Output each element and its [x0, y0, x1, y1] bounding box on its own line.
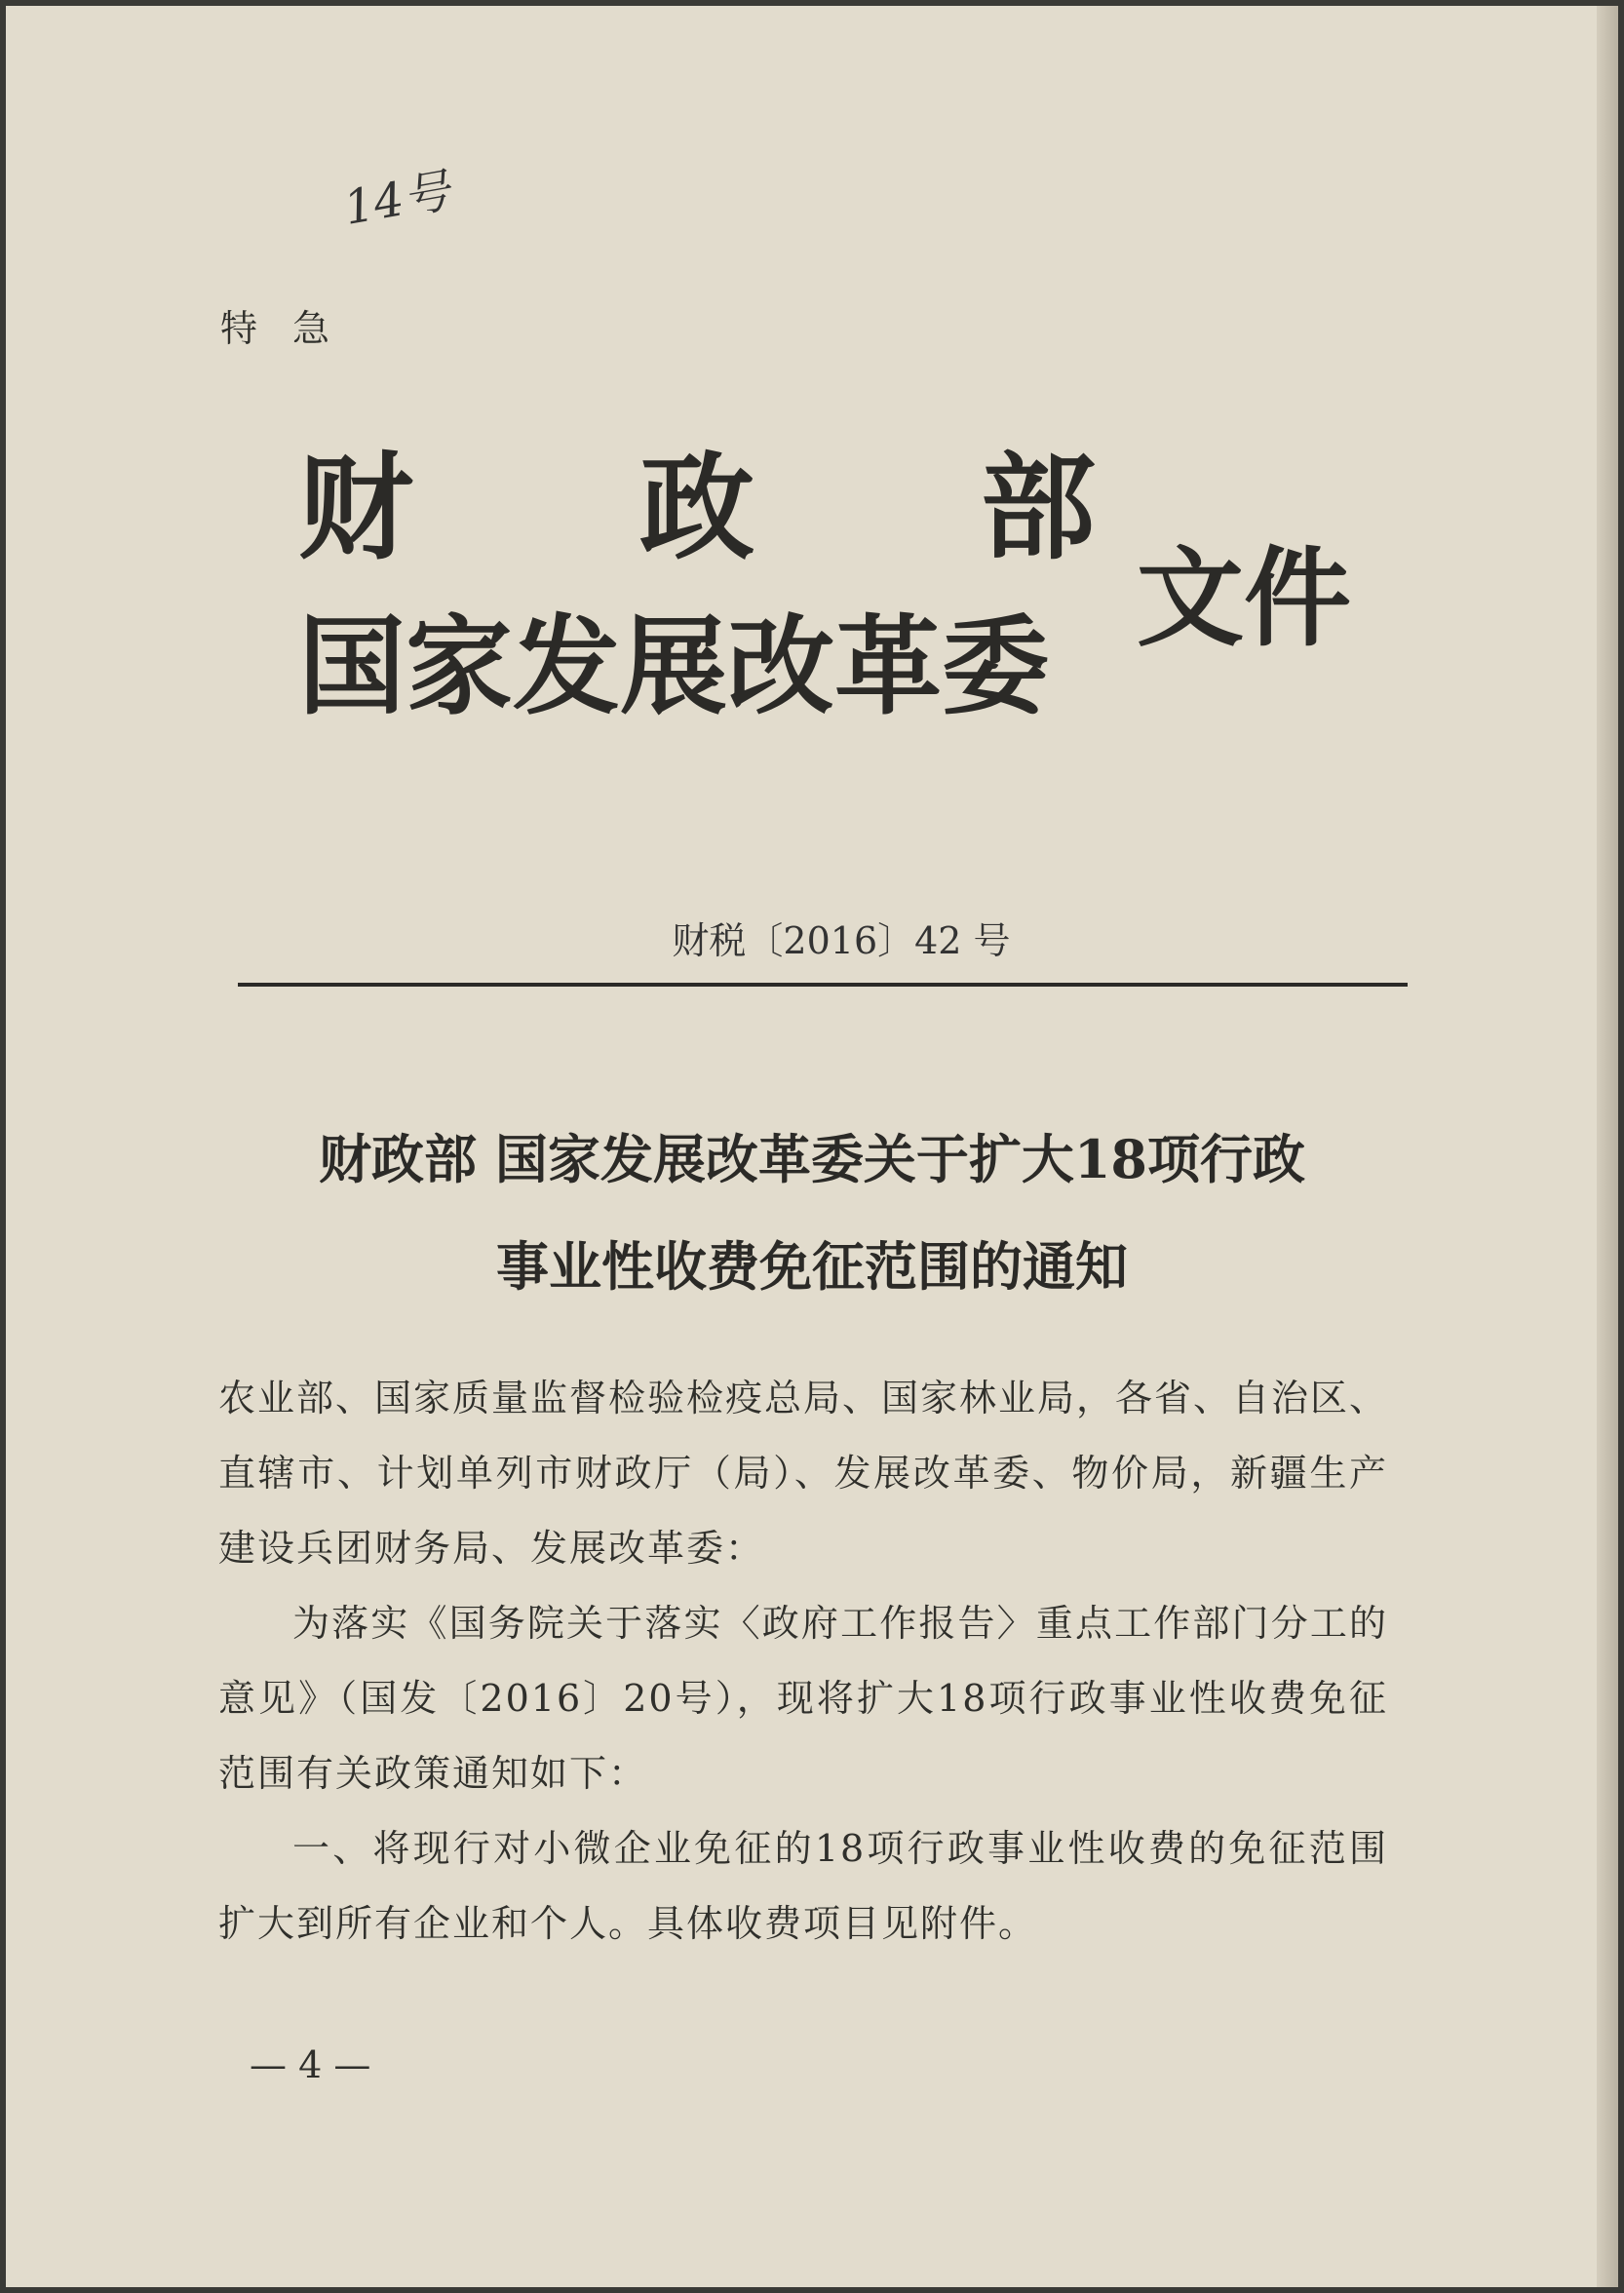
document-title [6, 1106, 1618, 1320]
urgency-label: 特急 [220, 307, 366, 350]
page-number: — 4 — [250, 2043, 371, 2086]
page-edge-shadow [1597, 6, 1618, 2287]
document-suffix: 文件 [1137, 535, 1351, 661]
body-paragraph-2: 一、将现行对小微企业免征的18项行政事业性收费的免征范围扩大到所有企业和个人。具体收费项目见附件。 [218, 1827, 1388, 1945]
document-body [218, 1361, 1388, 1962]
header-divider [238, 983, 1408, 987]
issuer-ministry-of-finance: 财政部 [298, 440, 1323, 575]
document-number: 财税〔2016〕42 号 [672, 919, 1011, 962]
body-paragraph-1: 为落实《国务院关于落实〈政府工作报告〉重点工作部门分工的意见》（国发〔2016〕20号），现将扩大18项行政事业性收费免征范围有关政策通知如下： [218, 1602, 1388, 1795]
handwritten-note: 14号 [339, 163, 454, 236]
issuer-ndrc: 国家发展改革委 [298, 603, 1049, 729]
title-line-2: 事业性收费免征范围的通知 [496, 1235, 1128, 1298]
document-page [6, 6, 1618, 2287]
title-line-1: 财政部 国家发展改革委关于扩大18项行政 [319, 1128, 1305, 1190]
recipients-paragraph: 农业部、国家质量监督检验检疫总局、国家林业局，各省、自治区、直辖市、计划单列市财政厅（局）、发展改革委、物价局，新疆生产建设兵团财务局、发展改革委： [218, 1377, 1389, 1570]
